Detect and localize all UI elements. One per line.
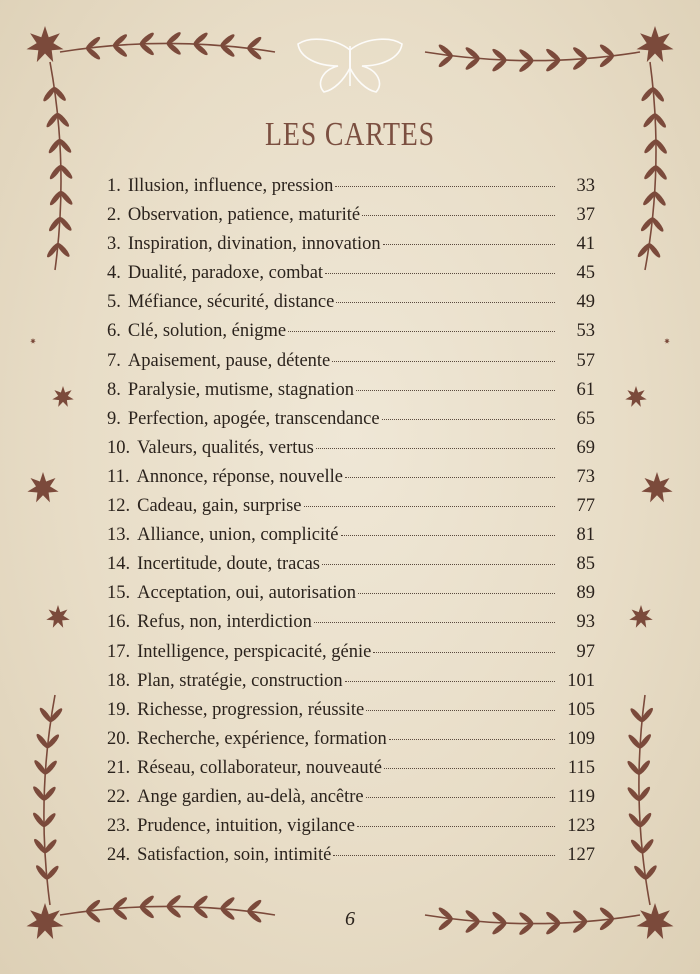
entry-number: 23. bbox=[107, 816, 131, 837]
entry-number: 17. bbox=[107, 641, 131, 662]
star-icon bbox=[637, 26, 674, 62]
entry-number: 4. bbox=[107, 263, 121, 284]
entry-label: Alliance, union, complicité bbox=[137, 525, 339, 546]
star-icon bbox=[27, 26, 64, 62]
star-icon bbox=[629, 605, 652, 628]
entry-page: 37 bbox=[576, 205, 595, 226]
leaf-icon bbox=[598, 53, 615, 69]
leaf-icon bbox=[52, 85, 68, 102]
dot-leader bbox=[382, 419, 555, 420]
star-icon bbox=[641, 472, 672, 502]
page-title: LES CARTES bbox=[265, 116, 435, 153]
entry-label: Refus, non, interdiction bbox=[137, 612, 312, 633]
entry-page: 61 bbox=[576, 379, 595, 400]
entry-page: 93 bbox=[576, 612, 595, 633]
toc-entry[interactable] bbox=[107, 758, 595, 787]
entry-label: Perfection, apogée, transcendance bbox=[127, 408, 380, 429]
entry-label: Valeurs, qualités, vertus bbox=[137, 437, 314, 458]
entry-page: 115 bbox=[567, 757, 595, 778]
dot-leader bbox=[304, 506, 555, 507]
entry-label: Intelligence, perspicacité, génie bbox=[137, 641, 372, 662]
entry-number: 14. bbox=[107, 554, 131, 575]
star-icon bbox=[30, 338, 36, 344]
toc-entry[interactable] bbox=[107, 205, 595, 234]
entry-number: 2. bbox=[107, 205, 121, 226]
entry-label: Méfiance, sécurité, distance bbox=[127, 292, 335, 313]
entry-label: Satisfaction, soin, intimité bbox=[137, 845, 332, 866]
entry-number: 18. bbox=[107, 670, 131, 691]
toc-entry[interactable] bbox=[107, 787, 595, 816]
entry-label: Recherche, expérience, formation bbox=[137, 728, 387, 749]
toc-entry[interactable] bbox=[107, 321, 595, 350]
entry-page: 73 bbox=[576, 466, 595, 487]
entry-number: 22. bbox=[107, 786, 131, 807]
entry-page: 49 bbox=[576, 292, 595, 313]
toc-entry[interactable] bbox=[107, 176, 595, 205]
entry-number: 24. bbox=[107, 845, 131, 866]
entry-label: Plan, stratégie, construction bbox=[137, 670, 343, 691]
dot-leader bbox=[383, 244, 555, 245]
dot-leader bbox=[288, 331, 555, 332]
entry-number: 16. bbox=[107, 612, 131, 633]
entry-label: Paralysie, mutisme, stagnation bbox=[127, 379, 354, 400]
leaf-icon bbox=[650, 86, 665, 103]
entry-number: 8. bbox=[107, 379, 121, 400]
toc-entry[interactable] bbox=[107, 234, 595, 263]
entry-page: 127 bbox=[567, 845, 595, 866]
entry-number: 19. bbox=[107, 699, 131, 720]
dot-leader bbox=[335, 186, 555, 187]
dot-leader bbox=[345, 477, 555, 478]
butterfly-icon bbox=[298, 39, 402, 92]
dot-leader bbox=[316, 448, 555, 449]
entry-page: 85 bbox=[576, 554, 595, 575]
dot-leader bbox=[345, 681, 555, 682]
entry-label: Annonce, réponse, nouvelle bbox=[136, 466, 343, 487]
entry-label: Prudence, intuition, vigilance bbox=[137, 816, 355, 837]
toc-entry[interactable] bbox=[107, 380, 595, 409]
entry-page: 65 bbox=[576, 408, 595, 429]
entry-page: 41 bbox=[576, 234, 595, 255]
entry-number: 12. bbox=[107, 496, 131, 517]
dot-leader bbox=[366, 710, 555, 711]
toc-entry[interactable] bbox=[107, 409, 595, 438]
entry-label: Illusion, influence, pression bbox=[127, 176, 334, 196]
star-icon bbox=[664, 338, 670, 344]
dot-leader bbox=[333, 855, 555, 856]
toc-entry[interactable] bbox=[107, 438, 595, 467]
entry-label: Observation, patience, maturité bbox=[127, 205, 361, 226]
entry-page: 109 bbox=[567, 728, 595, 749]
entry-page: 81 bbox=[576, 525, 595, 546]
dot-leader bbox=[332, 361, 555, 362]
entry-page: 53 bbox=[576, 321, 595, 342]
entry-number: 6. bbox=[107, 321, 121, 342]
toc-entry[interactable] bbox=[107, 554, 595, 583]
dot-leader bbox=[358, 593, 555, 594]
entry-page: 69 bbox=[576, 437, 595, 458]
dot-leader bbox=[341, 535, 555, 536]
toc-entry[interactable] bbox=[107, 700, 595, 729]
entry-label: Inspiration, divination, innovation bbox=[127, 234, 381, 255]
entry-label: Dualité, paradoxe, combat bbox=[127, 263, 324, 284]
dot-leader bbox=[373, 652, 555, 653]
entry-label: Apaisement, pause, détente bbox=[127, 350, 331, 371]
star-icon bbox=[27, 472, 58, 502]
dot-leader bbox=[356, 390, 555, 391]
leaf-icon bbox=[629, 838, 645, 855]
entry-page: 101 bbox=[567, 670, 595, 691]
dot-leader bbox=[362, 215, 555, 216]
entry-number: 9. bbox=[107, 408, 121, 429]
dot-leader bbox=[357, 826, 555, 827]
toc-entry[interactable] bbox=[107, 525, 595, 554]
dot-leader bbox=[325, 273, 555, 274]
entry-page: 119 bbox=[567, 786, 595, 807]
toc-entry[interactable] bbox=[107, 496, 595, 525]
entry-page: 105 bbox=[567, 699, 595, 720]
entry-page: 123 bbox=[567, 816, 595, 837]
star-icon bbox=[52, 386, 73, 407]
star-icon bbox=[625, 386, 646, 407]
leaf-icon bbox=[84, 35, 101, 51]
entry-number: 11. bbox=[107, 466, 130, 487]
entry-label: Incertitude, doute, tracas bbox=[137, 554, 320, 575]
toc-entry[interactable] bbox=[107, 816, 595, 845]
toc-entry[interactable] bbox=[107, 729, 595, 758]
dot-leader bbox=[366, 797, 555, 798]
entry-number: 21. bbox=[107, 757, 131, 778]
toc-entry[interactable] bbox=[107, 845, 595, 874]
entry-number: 10. bbox=[107, 437, 131, 458]
entry-page: 77 bbox=[576, 496, 595, 517]
dot-leader bbox=[389, 739, 555, 740]
entry-number: 3. bbox=[107, 234, 121, 255]
toc-entry[interactable] bbox=[107, 642, 595, 671]
entry-number: 13. bbox=[107, 525, 131, 546]
entry-label: Ange gardien, au-delà, ancêtre bbox=[137, 786, 364, 807]
entry-label: Richesse, progression, réussite bbox=[137, 699, 365, 720]
toc-entry[interactable] bbox=[107, 292, 595, 321]
toc-entry[interactable] bbox=[107, 612, 595, 641]
toc-entry[interactable] bbox=[107, 583, 595, 612]
entry-number: 7. bbox=[107, 350, 121, 371]
leaf-icon bbox=[633, 864, 649, 881]
entry-number: 15. bbox=[107, 583, 131, 604]
entry-label: Acceptation, oui, autorisation bbox=[137, 583, 356, 604]
dot-leader bbox=[336, 302, 555, 303]
entry-label: Clé, solution, énigme bbox=[127, 321, 287, 342]
leaf-icon bbox=[34, 864, 49, 881]
toc-entry[interactable] bbox=[107, 467, 595, 496]
dot-leader bbox=[384, 768, 555, 769]
table-of-contents bbox=[107, 176, 595, 874]
dot-leader bbox=[314, 622, 555, 623]
star-icon bbox=[46, 605, 69, 628]
toc-entry[interactable] bbox=[107, 671, 595, 700]
entry-number: 5. bbox=[107, 292, 121, 313]
toc-entry[interactable] bbox=[107, 351, 595, 380]
entry-page: 57 bbox=[576, 350, 595, 371]
toc-entry[interactable] bbox=[107, 263, 595, 292]
entry-label: Réseau, collaborateur, nouveauté bbox=[137, 757, 382, 778]
dot-leader bbox=[322, 564, 555, 565]
entry-page: 45 bbox=[576, 263, 595, 284]
entry-page: 89 bbox=[576, 583, 595, 604]
entry-label: Cadeau, gain, surprise bbox=[137, 496, 302, 517]
entry-page: 33 bbox=[576, 176, 595, 196]
entry-number: 1. bbox=[107, 176, 121, 196]
entry-page: 97 bbox=[576, 641, 595, 662]
page-number: 6 bbox=[345, 908, 355, 930]
entry-number: 20. bbox=[107, 728, 131, 749]
